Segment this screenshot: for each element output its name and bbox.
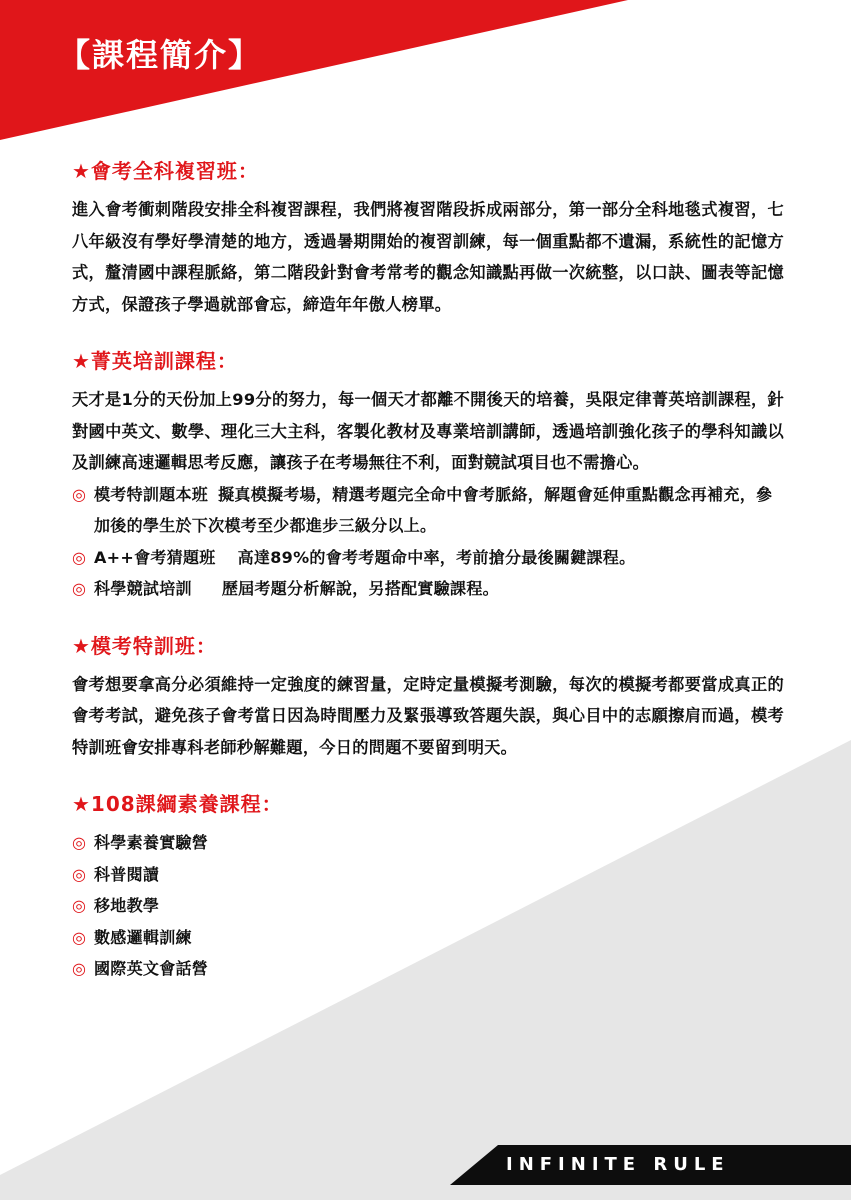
- list-item: [72, 953, 784, 985]
- bullet-name: 科學競試培訓: [94, 579, 192, 598]
- bullet-name: 模考特訓題本班: [94, 484, 209, 504]
- section-elite-training: [72, 346, 784, 605]
- list-item: [72, 922, 784, 954]
- item-text: 科學素養實驗營: [94, 833, 209, 852]
- section-exam-review: [72, 156, 784, 320]
- section-mock-exam: [72, 631, 784, 764]
- bullet-mark-icon: ◎: [72, 927, 87, 947]
- bullet-text: 高達89%的會考考題命中率，考前搶分最後關鍵課程。: [237, 547, 636, 567]
- section-title: ★模考特訓班：: [72, 633, 217, 658]
- section-title: ★菁英培訓課程：: [72, 349, 238, 373]
- bullet-mark-icon: ◎: [72, 959, 87, 978]
- section-paragraph: 會考想要拿高分必須維持一定強度的練習量，定時定量模擬考測驗，每次的模擬考都要當成真正的會考考試，避免孩子會考當日因為時間壓力及緊張導致答題失誤，與心目中的志願擦肩而過，模考特訓班會安排專科老師秒解難題，今日的問題不要留到明天。: [72, 674, 784, 757]
- bullet-mark-icon: ◎: [72, 547, 87, 567]
- list-item: [72, 859, 784, 891]
- list-item: [72, 542, 784, 574]
- section-paragraph: 天才是1分的天份加上99分的努力，每一個天才都離不開後天的培養，吳限定律菁英培訓課程，針對國中英文、數學、理化三大主科，客製化教材及專業培訓講師，透過培訓強化孩子的學科知識以及訓練高速邏輯思考反應，讓孩子在考場無往不利，面對競試項目也不需擔心。: [72, 390, 784, 472]
- bullet-text: 擬真模擬考場，精選考題完全命中會考脈絡，解題會延伸重點觀念再補充，參加後的學生於下次模考至少都進步三級分以上。: [94, 484, 773, 535]
- content-body: [72, 156, 784, 1011]
- brand-footer: INFINITE RULE: [506, 1154, 730, 1175]
- item-text: 科普閱讀: [94, 864, 160, 884]
- bullet-name: A++會考猜題班: [94, 547, 216, 567]
- page-title: 【課程簡介】: [58, 36, 263, 74]
- item-text: 國際英文會話營: [94, 959, 209, 978]
- list-item: [72, 827, 784, 859]
- list-item: [72, 890, 784, 922]
- bullet-mark-icon: ◎: [72, 484, 87, 504]
- section-108-curriculum: [72, 789, 784, 985]
- section-paragraph: 進入會考衝刺階段安排全科複習課程，我們將複習階段拆成兩部分，第一部分全科地毯式複習，七八年級沒有學好學清楚的地方，透過暑期開始的複習訓練，每一個重點都不遺漏，系統性的記憶方式，釐清國中課程脈絡，第二階段針對會考常考的觀念知識點再做一次統整，以口訣、圖表等記憶方式，保證孩子學過就部會忘，締造年年傲人榜單。: [72, 200, 784, 314]
- item-text: 數感邏輯訓練: [94, 927, 192, 947]
- list-item: [72, 479, 784, 542]
- section-title: ★會考全科複習班：: [72, 159, 259, 183]
- item-text: 移地教學: [94, 896, 160, 915]
- section-title: ★108課綱素養課程：: [72, 792, 283, 816]
- list-item: [72, 573, 784, 605]
- bullet-mark-icon: ◎: [72, 579, 87, 598]
- bullet-mark-icon: ◎: [72, 864, 87, 884]
- bullet-mark-icon: ◎: [72, 896, 87, 915]
- bullet-mark-icon: ◎: [72, 833, 87, 852]
- bullet-text: 歷屆考題分析解說，另搭配實驗課程。: [221, 579, 499, 598]
